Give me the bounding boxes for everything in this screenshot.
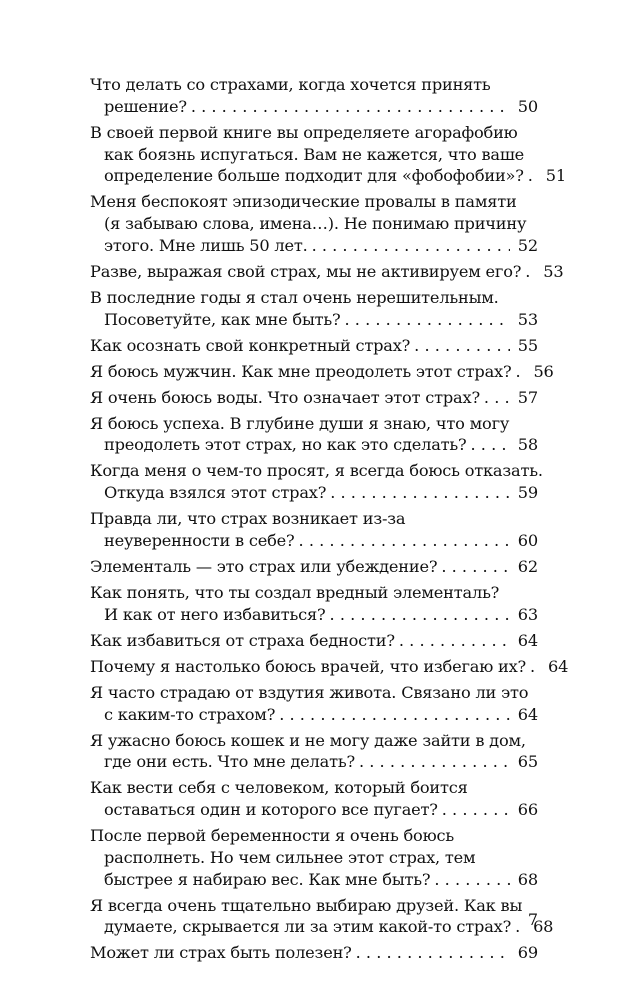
toc-entry-line: (я забываю слова, имена…). Не понимаю причину: [104, 214, 527, 234]
dot-leader: [530, 656, 540, 678]
dot-leader: [525, 261, 535, 283]
toc-entry-page: 68: [517, 869, 538, 889]
toc-entry-line: Разве, выражая свой страх, мы не активируем его?: [90, 261, 522, 281]
toc-entry-line: где они есть. Что мне делать?: [104, 752, 355, 772]
toc-entry-line: В своей первой книге вы определяете агорафобию: [90, 122, 518, 142]
toc-entry-line: Я боюсь мужчин. Как мне преодолеть этот страх?: [90, 361, 512, 381]
toc-entry-page: 56: [533, 361, 554, 381]
toc-entry-last-line: [90, 656, 569, 678]
toc-entry-page: 62: [517, 557, 538, 576]
dot-leader: [330, 604, 510, 626]
dot-leader: [399, 630, 510, 652]
toc-entry: [90, 682, 538, 726]
dot-leader: [312, 235, 510, 257]
toc-entry-line: Я боюсь успеха. В глубине души я знаю, что могу: [90, 413, 510, 433]
toc-entry: [90, 74, 538, 118]
toc-entry-line: Как понять, что ты создал вредный элементаль?: [90, 582, 500, 602]
toc-entry-page: 66: [517, 800, 538, 820]
toc-entry-line: Когда меня о чем-то просят, я всегда боюсь отказать.: [90, 461, 543, 481]
toc-entry: [90, 413, 538, 457]
toc-entry-line: определение больше подходит для «фобофобии»?: [104, 166, 524, 186]
toc-entry: [90, 122, 566, 187]
toc-entry-line: Я часто страдаю от вздутия живота. Связано ли это: [90, 682, 529, 702]
toc-entry-page: 55: [517, 335, 538, 355]
toc-entry-line: Элементаль — это страх или убеждение?: [90, 557, 438, 576]
toc-entry-line: думаете, скрывается ли за этим какой-то страх?: [104, 917, 512, 937]
toc-entry-page: 65: [517, 752, 538, 772]
toc-entry-line: решение?: [104, 96, 187, 116]
toc-entry-line: Почему я настолько боюсь врачей, что избегаю их?: [90, 656, 527, 676]
dot-leader: [414, 335, 510, 357]
dot-leader: [434, 869, 509, 891]
dot-leader: [528, 165, 538, 187]
toc-entry-line: преодолеть этот страх, но как это сделать?: [104, 435, 467, 455]
toc-entry-page: 51: [545, 166, 566, 186]
table-of-contents: [90, 74, 569, 968]
toc-entry-page: 60: [517, 531, 538, 551]
dot-leader: [344, 309, 509, 331]
toc-entry-page: 63: [517, 604, 538, 624]
toc-entry-last-line: [90, 261, 564, 283]
toc-entry-last-line: [90, 335, 538, 357]
toc-entry-last-line: [90, 916, 554, 938]
toc-entry-line: Я очень боюсь воды. Что означает этот страх?: [90, 387, 480, 407]
toc-entry-line: Как вести себя с человеком, который боится: [90, 778, 468, 798]
toc-entry-last-line: [90, 704, 538, 726]
toc-entry-line: Может ли страх быть полезен?: [90, 943, 352, 963]
toc-entry-line: с каким-то страхом?: [104, 704, 276, 724]
toc-entry-last-line: [90, 434, 538, 456]
toc-entry: [90, 387, 538, 409]
toc-entry: [90, 777, 538, 821]
toc-entry-line: быстрее я набираю вес. Как мне быть?: [104, 869, 431, 889]
toc-entry-line: оставаться один и которого все пугает?: [104, 800, 438, 820]
toc-entry-page: 64: [517, 704, 538, 724]
dot-leader: [441, 556, 509, 578]
toc-entry: [90, 287, 538, 331]
toc-entry-last-line: [90, 482, 538, 504]
toc-entry-page: 58: [517, 435, 538, 455]
dot-leader: [442, 799, 510, 821]
toc-entry: [90, 335, 538, 357]
dot-leader: [359, 751, 510, 773]
toc-entry-last-line: [90, 604, 538, 626]
toc-entry-line: Я всегда очень тщательно выбираю друзей. Как вы: [90, 895, 523, 915]
toc-entry-last-line: [90, 361, 554, 383]
toc-entry-last-line: [90, 309, 538, 331]
toc-entry-last-line: [90, 799, 538, 821]
toc-entry-line: Откуда взялся этот страх?: [104, 483, 327, 503]
toc-entry-page: 52: [517, 235, 538, 255]
toc-entry-page: 69: [517, 943, 538, 963]
toc-entry-page: 64: [517, 630, 538, 650]
toc-entry-last-line: [90, 165, 566, 187]
toc-entry-page: 50: [517, 96, 538, 116]
toc-entry-page: 59: [517, 483, 538, 503]
toc-entry: [90, 508, 538, 552]
dot-leader: [191, 96, 510, 118]
toc-entry-line: Посоветуйте, как мне быть?: [104, 309, 341, 329]
toc-entry: [90, 191, 538, 256]
toc-entry-page: 64: [548, 656, 569, 676]
toc-entry-page: 57: [517, 387, 538, 407]
dot-leader: [356, 942, 510, 964]
toc-entry-last-line: [90, 96, 538, 118]
toc-entry-last-line: [90, 942, 538, 964]
toc-entry: [90, 361, 554, 383]
toc-entry-last-line: [90, 751, 538, 773]
toc-entry-page: 68: [533, 917, 554, 937]
toc-entry-line: неуверенности в себе?: [104, 531, 295, 551]
toc-entry-last-line: [90, 235, 538, 257]
toc-entry-line: В последние годы я стал очень нерешительным.: [90, 287, 499, 307]
page-number: 7: [527, 910, 538, 929]
toc-entry-line: Меня беспокоят эпизодические провалы в памяти: [90, 192, 517, 212]
toc-entry-last-line: [90, 530, 538, 552]
toc-entry-last-line: [90, 869, 538, 891]
toc-entry-page: 53: [543, 261, 564, 281]
toc-entry: [90, 630, 538, 652]
toc-entry-line: После первой беременности я очень боюсь: [90, 826, 454, 846]
dot-leader: [515, 916, 525, 938]
dot-leader: [279, 704, 510, 726]
dot-leader: [330, 482, 510, 504]
toc-entry: [90, 261, 564, 283]
dot-leader: [484, 387, 510, 409]
dot-leader: [515, 361, 525, 383]
toc-entry-last-line: [90, 556, 538, 578]
dot-leader: [299, 530, 510, 552]
toc-entry: [90, 895, 554, 939]
toc-entry-line: Я ужасно боюсь кошек и не могу даже зайти в дом,: [90, 730, 526, 750]
toc-entry-line: И как от него избавиться?: [104, 604, 326, 624]
toc-entry-line: этого. Мне лишь 50 лет.: [104, 235, 308, 255]
toc-entry-page: 53: [517, 309, 538, 329]
toc-entry: [90, 556, 538, 578]
toc-entry-line: как боязнь испугаться. Вам не кажется, что ваше: [104, 144, 525, 164]
toc-entry: [90, 942, 538, 964]
toc-entry-line: Правда ли, что страх возникает из-за: [90, 509, 406, 529]
toc-entry-line: располнеть. Но чем сильнее этот страх, тем: [104, 847, 476, 867]
toc-entry: [90, 825, 538, 890]
toc-entry: [90, 656, 569, 678]
toc-entry-line: Как осознать свой конкретный страх?: [90, 335, 411, 355]
toc-entry-line: Как избавиться от страха бедности?: [90, 630, 395, 650]
dot-leader: [471, 434, 510, 456]
toc-entry-last-line: [90, 387, 538, 409]
toc-entry-last-line: [90, 630, 538, 652]
toc-entry-line: Что делать со страхами, когда хочется принять: [90, 75, 491, 94]
toc-entry: [90, 582, 538, 626]
toc-entry: [90, 730, 538, 774]
toc-entry: [90, 460, 543, 504]
